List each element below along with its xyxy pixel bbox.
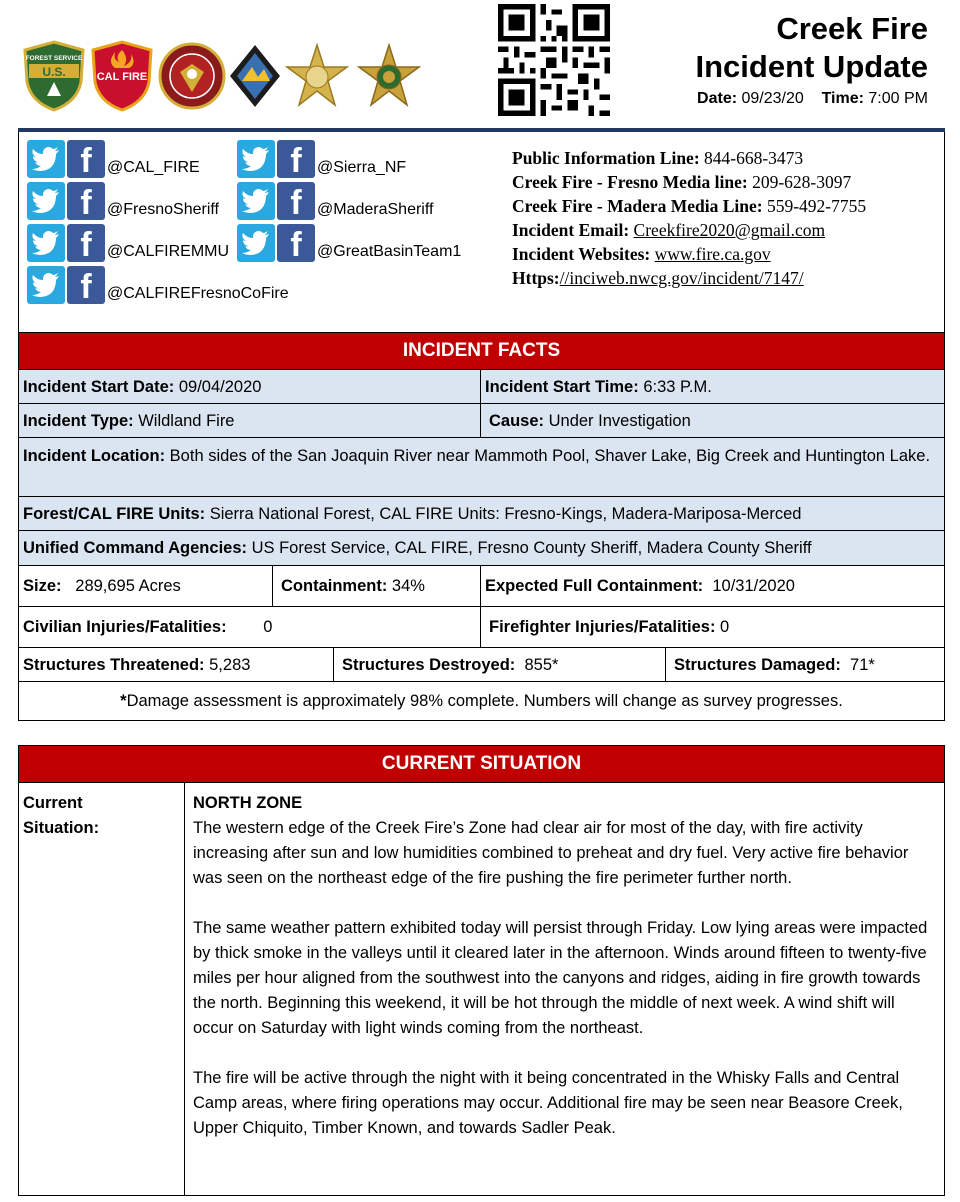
facts-row-location — [18, 438, 945, 497]
twitter-icon[interactable] — [237, 140, 275, 178]
structures-threatened-cell: Structures Threatened: 5,283 — [19, 648, 334, 681]
cause-cell: Cause: Under Investigation — [489, 411, 691, 430]
madera-county-logo — [227, 40, 283, 112]
start-time-cell: Incident Start Time: 6:33 P.M. — [485, 377, 712, 396]
incident-websites: Incident Websites: www.fire.ca.gov — [512, 244, 771, 264]
current-situation-label: Current Situation: — [19, 783, 185, 1195]
facts-row-note — [18, 682, 945, 721]
facebook-icon[interactable]: f — [67, 182, 105, 220]
incident-location-cell: Incident Location: Both sides of the San Joaquin River near Mammoth Pool, Shaver Lake, Big Creek and Huntington Lake. — [23, 447, 931, 465]
fire-ca-gov-link[interactable]: www.fire.ca.gov — [654, 244, 771, 264]
fresno-media-number[interactable]: 209-628-3097 — [752, 172, 852, 192]
social-calfire-fresno[interactable] — [27, 266, 289, 304]
contact-box — [18, 132, 945, 332]
size-cell: Size: 289,695 Acres — [19, 566, 273, 606]
title-block — [695, 10, 928, 108]
current-situation-heading: CURRENT SITUATION — [18, 745, 945, 783]
facts-row-type — [18, 404, 945, 438]
containment-cell: Containment: 34% — [273, 566, 481, 606]
social-handle[interactable]: @GreatBasinTeam1 — [317, 243, 462, 260]
facts-row-injuries — [18, 607, 945, 648]
twitter-icon[interactable] — [27, 140, 65, 178]
fresno-sheriff-star-logo — [284, 40, 350, 112]
incident-email: Incident Email: Creekfire2020@gmail.com — [512, 220, 826, 240]
social-handle[interactable]: @CALFIREFresnoCoFire — [107, 285, 289, 302]
social-calfire-mmu[interactable] — [27, 224, 229, 262]
incident-type-cell: Incident Type: Wildland Fire — [19, 404, 481, 437]
email-link[interactable]: Creekfire2020@gmail.com — [633, 220, 826, 240]
date-time-line — [695, 90, 928, 108]
forest-service-logo — [22, 40, 86, 112]
start-date-cell: Incident Start Date: 09/04/2020 — [19, 370, 481, 403]
social-fresno-sheriff[interactable] — [27, 182, 219, 220]
public-information — [512, 146, 866, 290]
time-value: 7:00 PM — [868, 90, 928, 107]
social-handle[interactable]: @Sierra_NF — [317, 159, 407, 176]
facebook-icon[interactable]: f — [67, 140, 105, 178]
social-handle[interactable]: @MaderaSheriff — [317, 201, 434, 218]
situation-paragraph: The same weather pattern exhibited today will persist through Friday. Low lying areas were impacted by thick smoke in the valleys until it cleared later in the afternoon. Winds around fifteen to twenty-five miles per hour aligned from the southwest into the canyons and ridges, aiding in fire growth towards the north. Beginning this weekend, it will be hot through the middle of next week. A wind shift will occur on Saturday with light winds coming from the northeast. — [193, 919, 928, 1037]
agencies-cell: Unified Command Agencies: US Forest Service, CAL FIRE, Fresno County Sheriff, Madera County Sheriff — [23, 539, 812, 557]
date-value: 09/23/20 — [741, 90, 804, 107]
social-handle[interactable]: @CALFIREMMU — [107, 243, 230, 260]
madera-media-number[interactable]: 559-492-7755 — [766, 196, 867, 216]
facts-row-start — [18, 370, 945, 404]
zone-title: NORTH ZONE — [193, 794, 303, 812]
cal-fire-logo — [90, 40, 154, 112]
facebook-icon[interactable]: f — [67, 266, 105, 304]
social-madera-sheriff[interactable] — [237, 182, 433, 220]
social-handle[interactable]: @FresnoSheriff — [107, 201, 219, 218]
page-title: Creek Fire — [776, 11, 928, 46]
twitter-icon[interactable] — [27, 224, 65, 262]
incident-facts-heading: INCIDENT FACTS — [18, 332, 945, 370]
social-great-basin-team[interactable] — [237, 224, 461, 262]
current-situation-body — [185, 783, 944, 1195]
svg-text:U.S.: U.S. — [42, 65, 66, 79]
madera-sheriff-star-logo — [356, 40, 422, 112]
facts-row-size — [18, 566, 945, 607]
social-cal-fire[interactable] — [27, 140, 200, 178]
facebook-icon[interactable]: f — [277, 224, 315, 262]
public-line: Public Information Line: 844-668-3473 — [512, 148, 804, 168]
facts-row-agencies — [18, 531, 945, 566]
facebook-icon[interactable]: f — [67, 224, 105, 262]
social-handle[interactable]: @CAL_FIRE — [107, 159, 200, 176]
structures-damaged-cell: Structures Damaged: 71* — [674, 655, 875, 674]
facebook-icon[interactable]: f — [277, 182, 315, 220]
expected-containment-cell: Expected Full Containment: 10/31/2020 — [485, 577, 795, 595]
civilian-injuries-cell: Civilian Injuries/Fatalities: 0 — [19, 607, 481, 647]
fresno-media-line: Creek Fire - Fresno Media line: 209-628-3097 — [512, 172, 852, 192]
madera-media-line: Creek Fire - Madera Media Line: 559-492-7755 — [512, 196, 867, 216]
svg-text:CAL FIRE: CAL FIRE — [96, 71, 148, 83]
units-cell: Forest/CAL FIRE Units: Sierra National Forest, CAL FIRE Units: Fresno-Kings, Madera-Mariposa-Merced — [23, 504, 802, 523]
inciweb-line: Https://inciweb.nwcg.gov/incident/7147/ — [512, 268, 804, 288]
structures-destroyed-cell: Structures Destroyed: 855* — [334, 648, 666, 681]
facts-row-structures — [18, 648, 945, 682]
facebook-icon[interactable]: f — [277, 140, 315, 178]
twitter-icon[interactable] — [237, 182, 275, 220]
twitter-icon[interactable] — [27, 266, 65, 304]
situation-paragraph: The fire will be active through the night with it being concentrated in the Whisky Falls and Central Camp areas, where firing operations may occur. Additional fire may be seen near Beasore Creek, Upper Chiquito, Timber Known, and towards Sadler Peak. — [193, 1069, 903, 1137]
twitter-icon[interactable] — [237, 224, 275, 262]
firefighter-injuries-cell: Firefighter Injuries/Fatalities: 0 — [489, 618, 730, 636]
facts-row-units — [18, 497, 945, 531]
emergency-services-seal-logo — [157, 40, 227, 112]
public-line-number[interactable]: 844-668-3473 — [704, 148, 804, 168]
time-label: Time: — [821, 90, 864, 107]
svg-text:FOREST SERVICE: FOREST SERVICE — [25, 55, 83, 62]
page-header — [0, 0, 960, 130]
situation-paragraph: The western edge of the Creek Fire’s Zone had clear air for most of the day, with fire activity increasing after sun and low humidities combined to preheat and dry fuel. Very active fire behavior was seen on the northeast edge of the fire pushing the fire perimeter further north. — [193, 819, 909, 887]
current-situation-box — [18, 783, 945, 1196]
qr-code-icon[interactable] — [497, 4, 611, 116]
twitter-icon[interactable] — [27, 182, 65, 220]
social-sierra-nf[interactable] — [237, 140, 406, 178]
damage-assessment-note: * Damage assessment is approximately 98% complete. Numbers will change as survey progresses. — [120, 692, 843, 710]
inciweb-link[interactable]: //inciweb.nwcg.gov/incident/7147/ — [559, 268, 804, 288]
page-subtitle: Incident Update — [695, 49, 928, 84]
date-label: Date: — [697, 90, 738, 107]
